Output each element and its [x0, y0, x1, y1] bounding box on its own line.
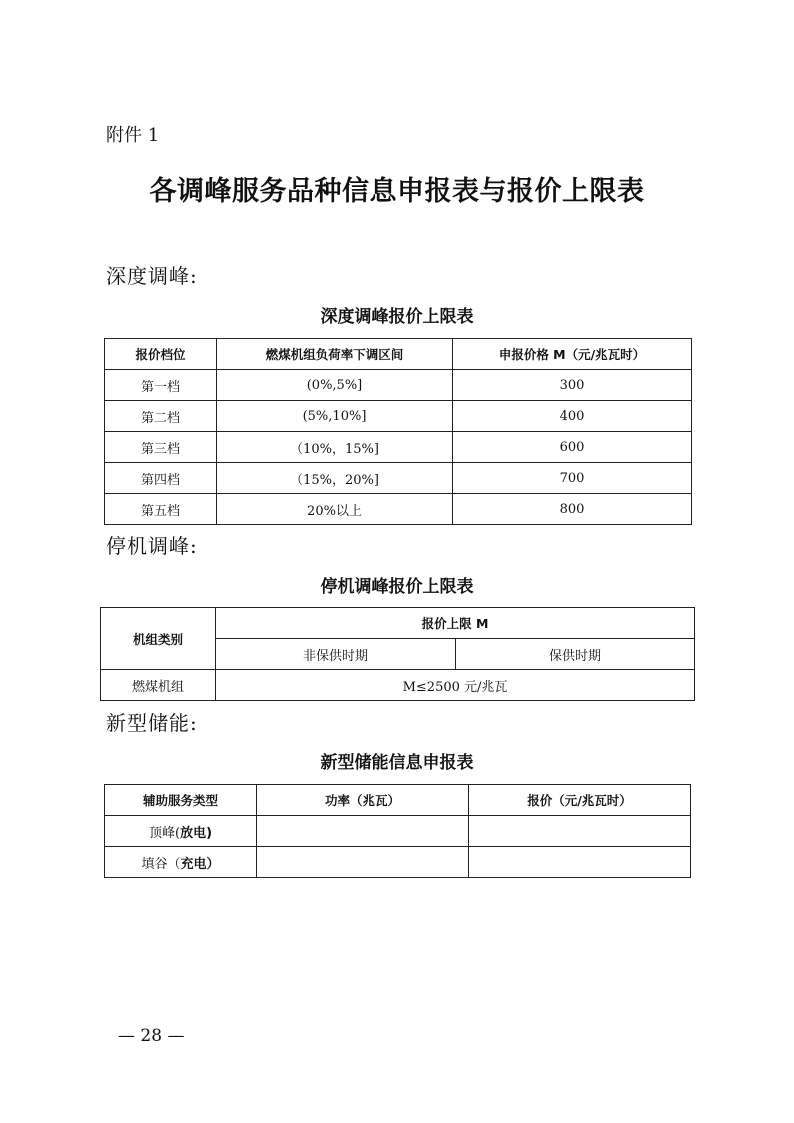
cell-price: 800 [453, 494, 692, 525]
cell-price-empty[interactable] [469, 847, 691, 878]
table-row [105, 370, 692, 401]
table-row [105, 816, 691, 847]
table-header-row [105, 339, 692, 370]
cell-range: 20%以上 [217, 494, 453, 525]
service-type-plain: 顶峰( [148, 825, 181, 841]
table-header-row [101, 608, 695, 639]
service-type-bold: 放电) [180, 825, 213, 841]
cell-price-empty[interactable] [469, 816, 691, 847]
table-row [101, 670, 695, 701]
table-title-deep-peak: 深度调峰报价上限表 [320, 307, 474, 327]
table-title-shutdown-peak: 停机调峰报价上限表 [320, 577, 474, 597]
service-type-bold: 充电） [180, 856, 220, 872]
header-service-type: 辅助服务类型 [105, 785, 257, 816]
cell-price: 400 [453, 401, 692, 432]
cell-range: (5%,10%] [217, 401, 453, 432]
cell-tier: 第三档 [105, 432, 217, 463]
cell-power-empty[interactable] [257, 816, 469, 847]
cell-range: （15%，20%] [217, 463, 453, 494]
header-non-supply-period: 非保供时期 [216, 639, 456, 670]
header-supply-period: 保供时期 [456, 639, 695, 670]
table-row [105, 401, 692, 432]
header-price-cap: 报价上限 M [216, 608, 695, 639]
table-row [105, 463, 692, 494]
header-unit-type: 机组类别 [101, 608, 216, 670]
cell-range: （10%，15%] [217, 432, 453, 463]
deep-peak-table [104, 338, 692, 525]
cell-tier: 第四档 [105, 463, 217, 494]
cell-service-type [105, 816, 257, 847]
header-price-tier: 报价档位 [105, 339, 217, 370]
cell-power-empty[interactable] [257, 847, 469, 878]
storage-table [104, 784, 691, 878]
cell-tier: 第五档 [105, 494, 217, 525]
section-heading-shutdown-peak: 停机调峰: [106, 534, 198, 558]
cell-tier: 第一档 [105, 370, 217, 401]
cell-price-cap: M≤2500 元/兆瓦 [216, 670, 695, 701]
cell-unit-type: 燃煤机组 [101, 670, 216, 701]
table-row [105, 432, 692, 463]
table-row [105, 494, 692, 525]
cell-range: (0%,5%] [217, 370, 453, 401]
header-declared-price: 申报价格 M（元/兆瓦时） [453, 339, 692, 370]
attachment-label: 附件 1 [106, 125, 160, 146]
table-row [105, 847, 691, 878]
section-heading-storage: 新型储能: [106, 711, 198, 735]
cell-price: 600 [453, 432, 692, 463]
service-type-plain: 填谷（ [141, 856, 181, 872]
page-number: — 28 — [118, 1026, 185, 1046]
shutdown-peak-table [100, 607, 695, 701]
header-price: 报价（元/兆瓦时） [469, 785, 691, 816]
header-load-range: 燃煤机组负荷率下调区间 [217, 339, 453, 370]
cell-service-type [105, 847, 257, 878]
header-power: 功率（兆瓦） [257, 785, 469, 816]
document-title: 各调峰服务品种信息申报表与报价上限表 [149, 176, 645, 207]
table-title-storage: 新型储能信息申报表 [320, 753, 474, 773]
cell-price: 300 [453, 370, 692, 401]
cell-tier: 第二档 [105, 401, 217, 432]
table-header-row [105, 785, 691, 816]
section-heading-deep-peak: 深度调峰: [106, 264, 198, 288]
cell-price: 700 [453, 463, 692, 494]
